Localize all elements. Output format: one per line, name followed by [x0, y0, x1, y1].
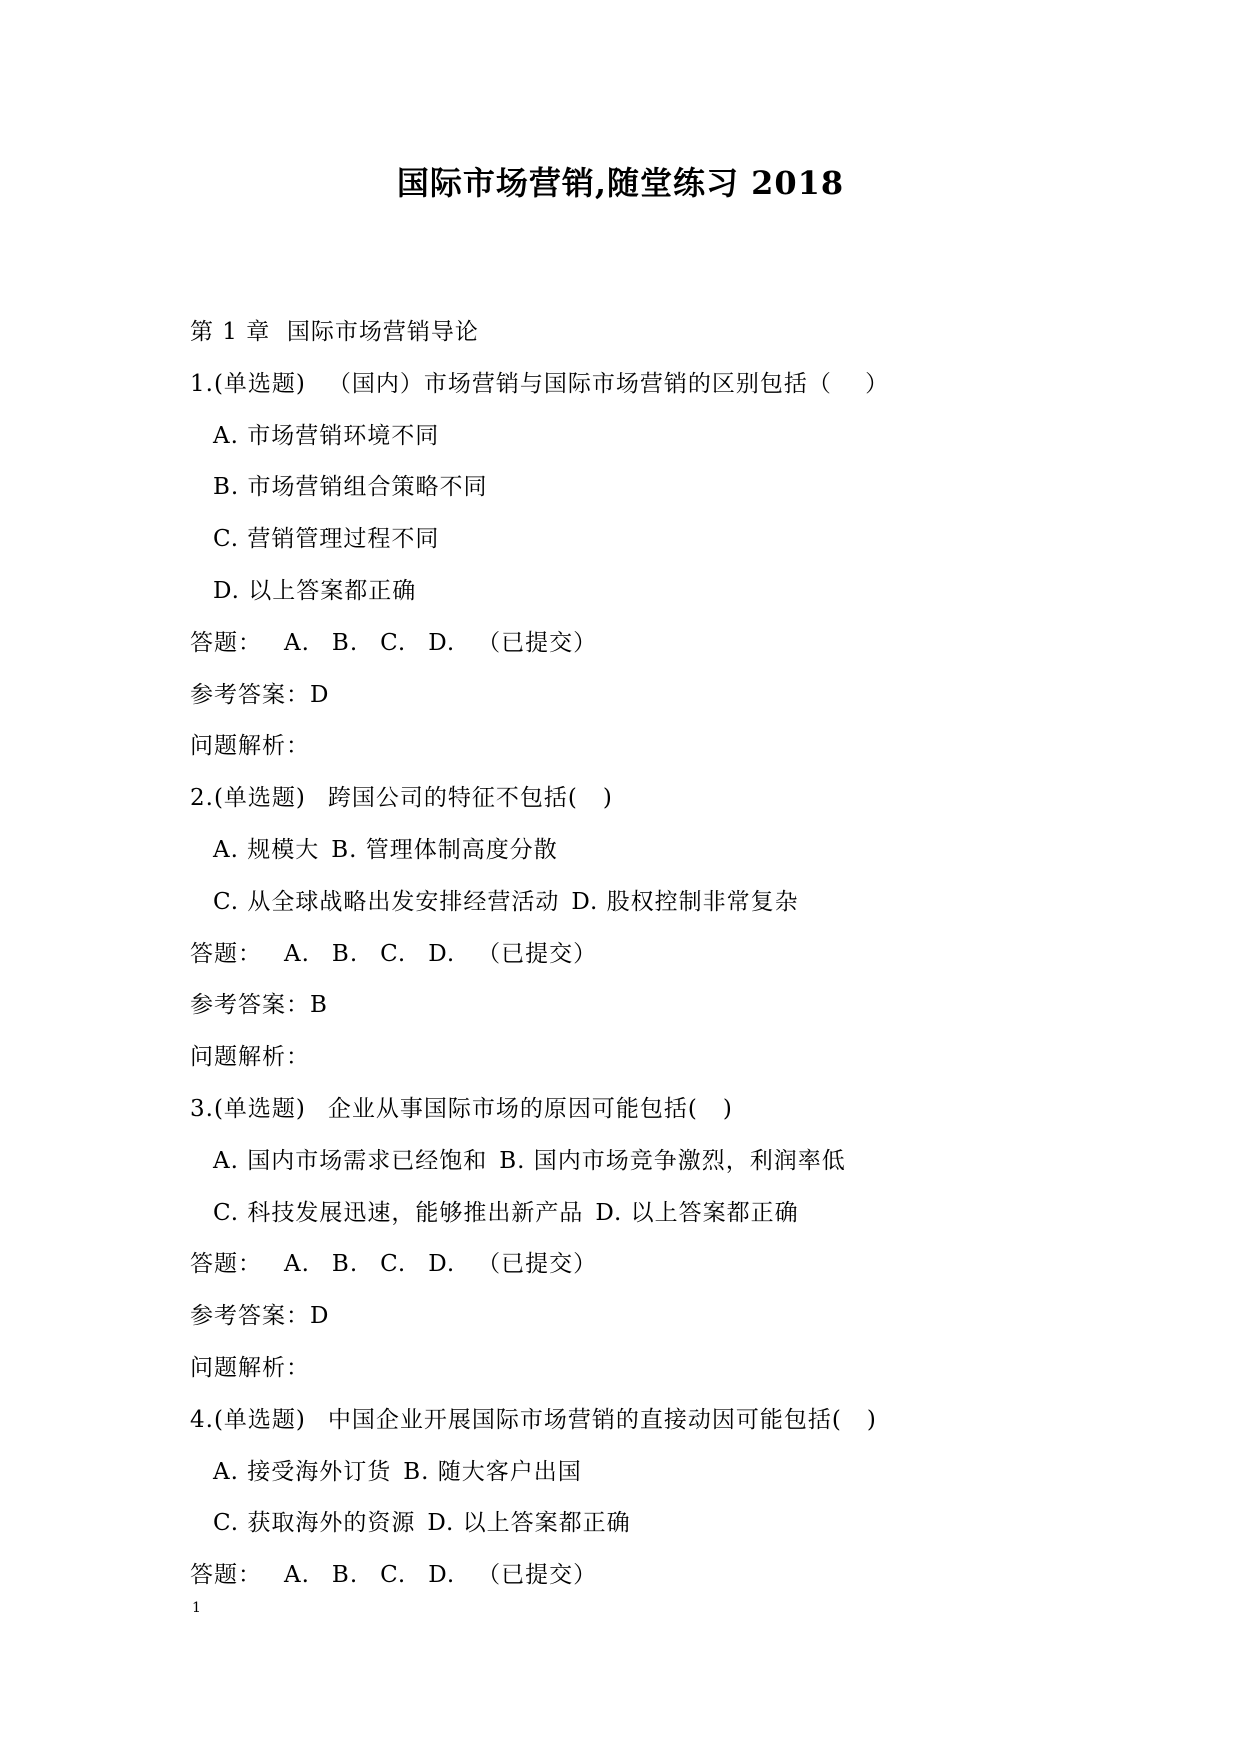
question-3 — [190, 1089, 1150, 1141]
analysis-label: 问题解析： — [190, 1044, 310, 1071]
answer-choice-b: B. — [331, 940, 359, 967]
option-c: C. 获取海外的资源 — [213, 1510, 416, 1537]
option-a: A. 接受海外订货 — [213, 1458, 392, 1485]
option-d: D. 股权控制非常复杂 — [571, 888, 799, 915]
answer-row — [190, 934, 1150, 986]
answer-choice-d: D. — [428, 1562, 456, 1589]
option-d: D. 以上答案都正确 — [595, 1199, 799, 1226]
answer-row — [190, 1555, 1150, 1607]
option-b: B. 管理体制高度分散 — [331, 836, 558, 863]
question-1 — [190, 364, 1150, 416]
option-a: A. 国内市场需求已经饱和 — [213, 1147, 488, 1174]
answer-choice-c: C. — [380, 1251, 407, 1278]
answer-row — [190, 623, 1150, 675]
reference-value: B — [310, 992, 328, 1019]
option-row — [190, 882, 1150, 934]
answer-label: 答题： — [190, 940, 262, 967]
answer-row — [190, 1244, 1150, 1296]
answer-choice-d: D. — [428, 629, 456, 656]
answer-choice-b: B. — [331, 1251, 359, 1278]
question-2 — [190, 778, 1150, 830]
option-row — [190, 1452, 1150, 1504]
page-title: 国际市场营销,随堂练习 2018 — [396, 164, 845, 202]
question-number: 1. — [190, 370, 214, 397]
reference-label: 参考答案： — [190, 1303, 310, 1330]
reference-answer — [190, 985, 1150, 1037]
option-c: C. 科技发展迅速，能够推出新产品 — [213, 1199, 584, 1226]
submitted-status: （已提交） — [477, 1562, 598, 1589]
option-row — [190, 1503, 1150, 1555]
option-c: C. 从全球战略出发安排经营活动 — [213, 888, 560, 915]
reference-label: 参考答案： — [190, 992, 310, 1019]
answer-choice-a: A. — [284, 1562, 310, 1589]
answer-choice-c: C. — [380, 940, 407, 967]
submitted-status: （已提交） — [477, 940, 598, 967]
question-type: (单选题) — [213, 785, 306, 812]
answer-choice-d: D. — [428, 1251, 456, 1278]
option-b: B. 市场营销组合策略不同 — [213, 474, 488, 501]
answer-choice-a: A. — [284, 940, 310, 967]
question-type: (单选题) — [213, 1406, 306, 1433]
answer-choice-a: A. — [284, 629, 310, 656]
question-text: 跨国公司的特征不包括( ) — [327, 785, 613, 812]
question-4 — [190, 1400, 1150, 1452]
question-type: (单选题) — [213, 370, 306, 397]
page-number: 1 — [192, 1600, 201, 1616]
analysis-label: 问题解析： — [190, 1354, 310, 1381]
option-a: A. 规模大 — [213, 836, 320, 863]
question-number: 4. — [190, 1406, 214, 1433]
document-body — [190, 312, 1150, 1607]
option-row — [190, 1193, 1150, 1245]
reference-value: D — [310, 681, 330, 708]
option-d: D. 以上答案都正确 — [213, 577, 417, 604]
reference-answer — [190, 675, 1150, 727]
analysis-label: 问题解析： — [190, 733, 310, 760]
option-b: B. 国内市场竞争激烈，利润率低 — [499, 1147, 846, 1174]
chapter-heading: 第 1 章 国际市场营销导论 — [190, 319, 479, 345]
answer-choice-c: C. — [380, 1562, 407, 1589]
question-type: (单选题) — [213, 1095, 306, 1122]
reference-value: D — [310, 1303, 330, 1330]
answer-choice-b: B. — [331, 629, 359, 656]
answer-label: 答题： — [190, 1562, 262, 1589]
answer-label: 答题： — [190, 629, 262, 656]
answer-choice-c: C. — [380, 629, 407, 656]
question-number: 2. — [190, 785, 214, 812]
answer-choice-d: D. — [428, 940, 456, 967]
answer-label: 答题： — [190, 1251, 262, 1278]
question-text: （国内）市场营销与国际市场营销的区别包括（ ） — [327, 370, 890, 397]
question-number: 3. — [190, 1095, 214, 1122]
answer-choice-b: B. — [331, 1562, 359, 1589]
submitted-status: （已提交） — [477, 1251, 598, 1278]
option-a: A. 市场营销环境不同 — [213, 422, 440, 449]
question-text: 企业从事国际市场的原因可能包括( ) — [327, 1095, 733, 1122]
option-row — [190, 830, 1150, 882]
option-c: C. 营销管理过程不同 — [213, 526, 440, 553]
answer-choice-a: A. — [284, 1251, 310, 1278]
option-b: B. 随大客户出国 — [403, 1458, 582, 1485]
question-text: 中国企业开展国际市场营销的直接动因可能包括( ) — [327, 1406, 877, 1433]
reference-answer — [190, 1296, 1150, 1348]
option-row — [190, 1141, 1150, 1193]
option-d: D. 以上答案都正确 — [427, 1510, 631, 1537]
submitted-status: （已提交） — [477, 629, 598, 656]
reference-label: 参考答案： — [190, 681, 310, 708]
